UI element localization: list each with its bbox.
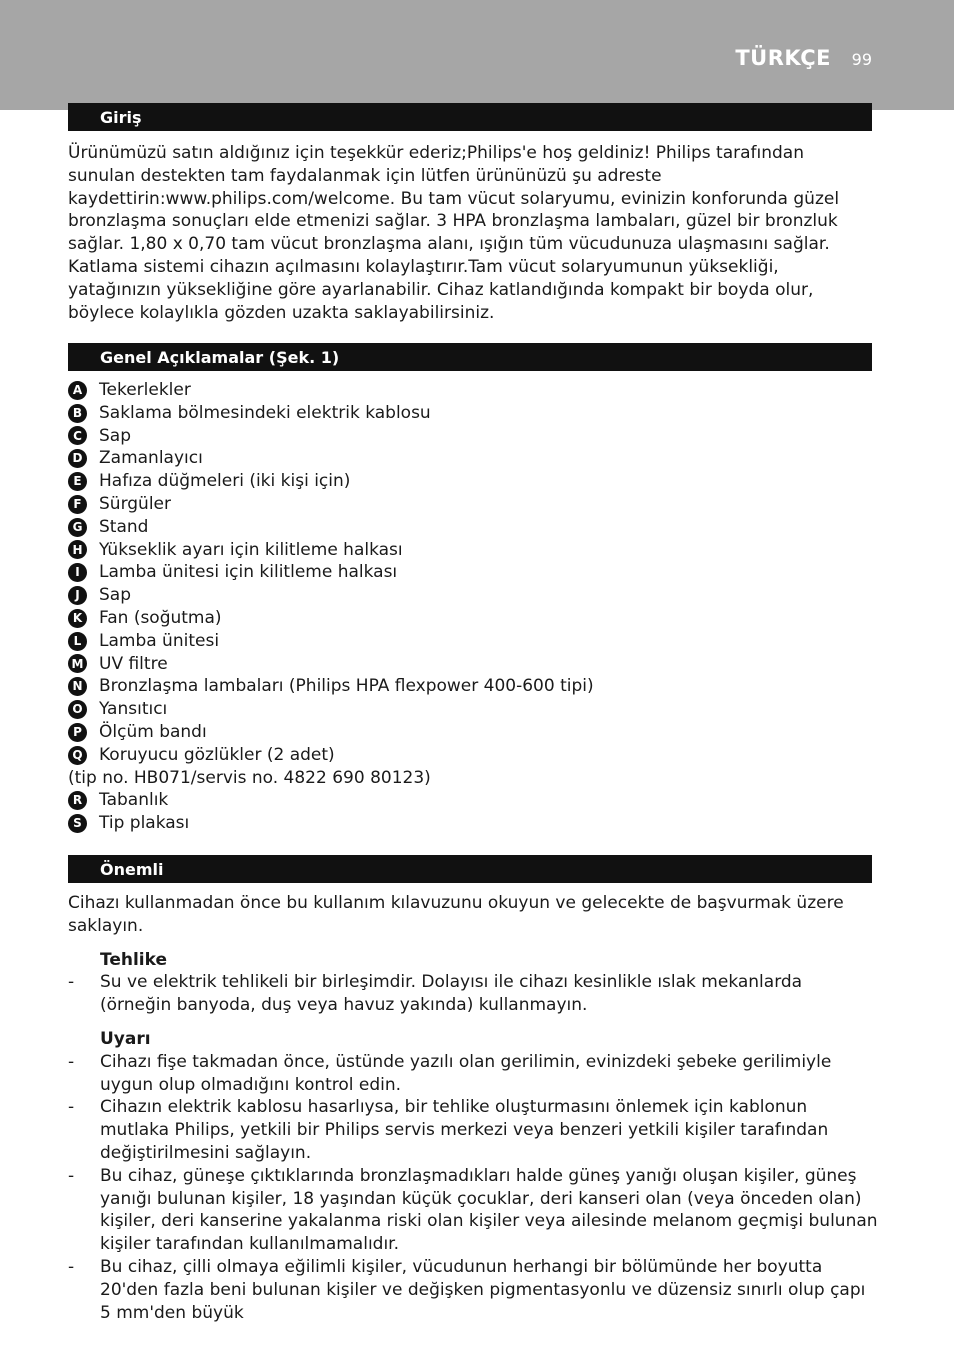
section-title-intro: Giriş	[68, 103, 872, 131]
warning-text: Cihazı fişe takmadan önce, üstünde yazılı olan gerilimin, evinizdeki şebeke gerilimiyle uygun olup olmadığını kontrol edin.	[100, 1051, 832, 1095]
legend-text: UV filtre	[99, 653, 168, 674]
intro-paragraph: Ürünümüzü satın aldığınız için teşekkür ederiz;Philips'e hoş geldiniz! Philips tarafından sunulan destekten tam faydalanmak için lütfen ürününüzü şu adreste kaydettirin:www.philips.com/welcome. Bu tam vücut solaryumu, evinizin konforunda güzel bronzlaşma sonuçları elde etmenizi sağlar. 3 HPA bronzlaşma lambaları, güzel bir bronzluk sağlar. 1,80 x 0,70 tam vücut bronzlaşma alanı, ışığın tüm vücudunuza ulaşmasını sağlar.	[68, 143, 840, 255]
important-intro: Cihazı kullanmadan önce bu kullanım kılavuzunu okuyun ve gelecekte de başvurmak üzere saklayın.	[68, 893, 844, 936]
legend-text: Zamanlayıcı	[99, 448, 203, 469]
list-item: - Cihazın elektrik kablosu hasarlıysa, bir tehlike oluşturmasını önlemek için kablonun mutlaka Philips, yetkili bir Philips servis merkezi veya benzeri yetkili kişiler tarafından değiştirilmesini sağlayın.	[68, 1096, 878, 1164]
legend-item	[68, 493, 594, 516]
legend-item	[68, 698, 594, 721]
letter-badge: Q	[68, 746, 87, 765]
list-item: - Su ve elektrik tehlikeli bir birleşimdir. Dolayısı ile cihazı kesinlikle ıslak mekanlarda (örneğin banyoda, duş veya havuz yakında) kullanmayın.	[68, 971, 878, 1017]
letter-badge: D	[68, 449, 87, 468]
letter-badge: O	[68, 700, 87, 719]
legend-text: Yükseklik ayarı için kilitleme halkası	[99, 539, 403, 560]
letter-badge: B	[68, 404, 87, 423]
section-title-important: Önemli	[68, 855, 872, 883]
legend-item	[68, 379, 594, 402]
legend-item	[68, 675, 594, 698]
intro-paragraph: Katlama sistemi cihazın açılmasını kolaylaştırır.Tam vücut solaryumunun yüksekliği, yatağınızın yüksekliğine göre ayarlanabilir. Cihaz katlandığında kompakt bir boyda olur, böylece kolaylıkla gözden uzakta saklayabilirsiniz.	[68, 256, 814, 323]
legend-text: Sürgüler	[99, 493, 171, 514]
legend-item	[68, 447, 594, 470]
legend-item	[68, 653, 594, 676]
danger-heading: Tehlike	[100, 949, 168, 970]
letter-badge: E	[68, 472, 87, 491]
legend-item	[68, 539, 594, 562]
letter-badge: M	[68, 654, 87, 673]
warning-text: Bu cihaz, güneşe çıktıklarında bronzlaşmadıkları halde güneş yanığı oluşan kişiler, güneş yanığı bulunan kişiler, 18 yaşından küçük çocuklar, deri kanseri olan (veya önceden olan) kişiler, deri kanserine yakalanma riski olan kişiler veya ailesinde melanom geçmişi bulunan kişiler tarafından kullanılmamalıdır.	[100, 1165, 878, 1255]
legend-text: Hafıza düğmeleri (iki kişi için)	[99, 471, 351, 492]
important-body	[68, 892, 878, 1324]
list-item: - Bu cihaz, güneşe çıktıklarında bronzlaşmadıkları halde güneş yanığı oluşan kişiler, güneş yanığı bulunan kişiler, 18 yaşından küçük çocuklar, deri kanseri olan (veya önceden olan) kişiler, deri kanserine yakalanma riski olan kişiler veya ailesinde melanom geçmişi bulunan kişiler tarafından kullanılmamalıdır.	[68, 1165, 878, 1255]
legend-item	[68, 789, 594, 812]
legend-item	[68, 561, 594, 584]
legend-text: Stand	[99, 516, 149, 537]
legend-text: Fan (soğutma)	[99, 607, 222, 628]
legend-text: Bronzlaşma lambaları (Philips HPA flexpower 400-600 tipi)	[99, 676, 594, 697]
legend-note: (tip no. HB071/servis no. 4822 690 80123)	[68, 767, 431, 788]
warning-heading: Uyarı	[100, 1028, 151, 1049]
list-item: - Bu cihaz, çilli olmaya eğilimli kişiler, vücudunun herhangi bir bölümünde her boyutta 20'den fazla beni bulunan kişiler ve değişken pigmentasyonlu ve düzensiz sınırlı olup çapı 5 mm'den büyük	[68, 1256, 878, 1324]
letter-badge: S	[68, 814, 87, 833]
intro-body	[68, 142, 868, 324]
letter-badge: J	[68, 586, 87, 605]
legend-item	[68, 744, 594, 767]
legend-item	[68, 630, 594, 653]
legend-item	[68, 607, 594, 630]
legend-text: Lamba ünitesi	[99, 630, 220, 651]
legend-item	[68, 516, 594, 539]
list-item: - Cihazı fişe takmadan önce, üstünde yazılı olan gerilimin, evinizdeki şebeke gerilimiyle uygun olup olmadığını kontrol edin.	[68, 1051, 878, 1097]
legend-text: Koruyucu gözlükler (2 adet)	[99, 744, 335, 765]
legend-text: Lamba ünitesi için kilitleme halkası	[99, 562, 398, 583]
letter-badge: F	[68, 495, 87, 514]
legend-item	[68, 425, 594, 448]
legend-item	[68, 584, 594, 607]
letter-badge: R	[68, 791, 87, 810]
letter-badge: C	[68, 426, 87, 445]
letter-badge: I	[68, 563, 87, 582]
danger-text: Su ve elektrik tehlikeli bir birleşimdir. Dolayısı ile cihazı kesinlikle ıslak mekanlarda (örneğin banyoda, duş veya havuz yakında) kullanmayın.	[100, 972, 803, 1016]
letter-badge: K	[68, 609, 87, 628]
legend-item	[68, 812, 594, 835]
warning-text: Cihazın elektrik kablosu hasarlıysa, bir tehlike oluşturmasını önlemek için kablonun mutlaka Philips, yetkili bir Philips servis merkezi veya benzeri yetkili kişiler tarafından değiştirilmesini sağlayın.	[100, 1097, 829, 1163]
legend-text: Yansıtıcı	[99, 699, 168, 720]
section-title-overview: Genel Açıklamalar (Şek. 1)	[68, 343, 872, 371]
legend-text: Tip plakası	[99, 813, 190, 834]
legend-text: Sap	[99, 425, 131, 446]
letter-badge: H	[68, 540, 87, 559]
letter-badge: N	[68, 677, 87, 696]
letter-badge: A	[68, 381, 87, 400]
legend-text: Saklama bölmesindeki elektrik kablosu	[99, 402, 431, 423]
letter-badge: G	[68, 518, 87, 537]
legend-item	[68, 470, 594, 493]
warning-text: Bu cihaz, çilli olmaya eğilimli kişiler, vücudunun herhangi bir bölümünde her boyutta 20'den fazla beni bulunan kişiler ve değişken pigmentasyonlu ve düzensiz sınırlı olup çapı 5 mm'den büyük	[100, 1256, 866, 1323]
language-label: TÜRKÇE	[735, 46, 831, 70]
legend-item	[68, 721, 594, 744]
legend-text: Tekerlekler	[99, 380, 191, 400]
legend-text: Tabanlık	[99, 790, 169, 811]
parts-legend	[68, 379, 594, 835]
letter-badge: P	[68, 723, 87, 742]
legend-item	[68, 402, 594, 425]
page-number: 99	[851, 50, 872, 69]
legend-text: Ölçüm bandı	[99, 721, 207, 742]
letter-badge: L	[68, 632, 87, 651]
legend-text: Sap	[99, 585, 131, 606]
